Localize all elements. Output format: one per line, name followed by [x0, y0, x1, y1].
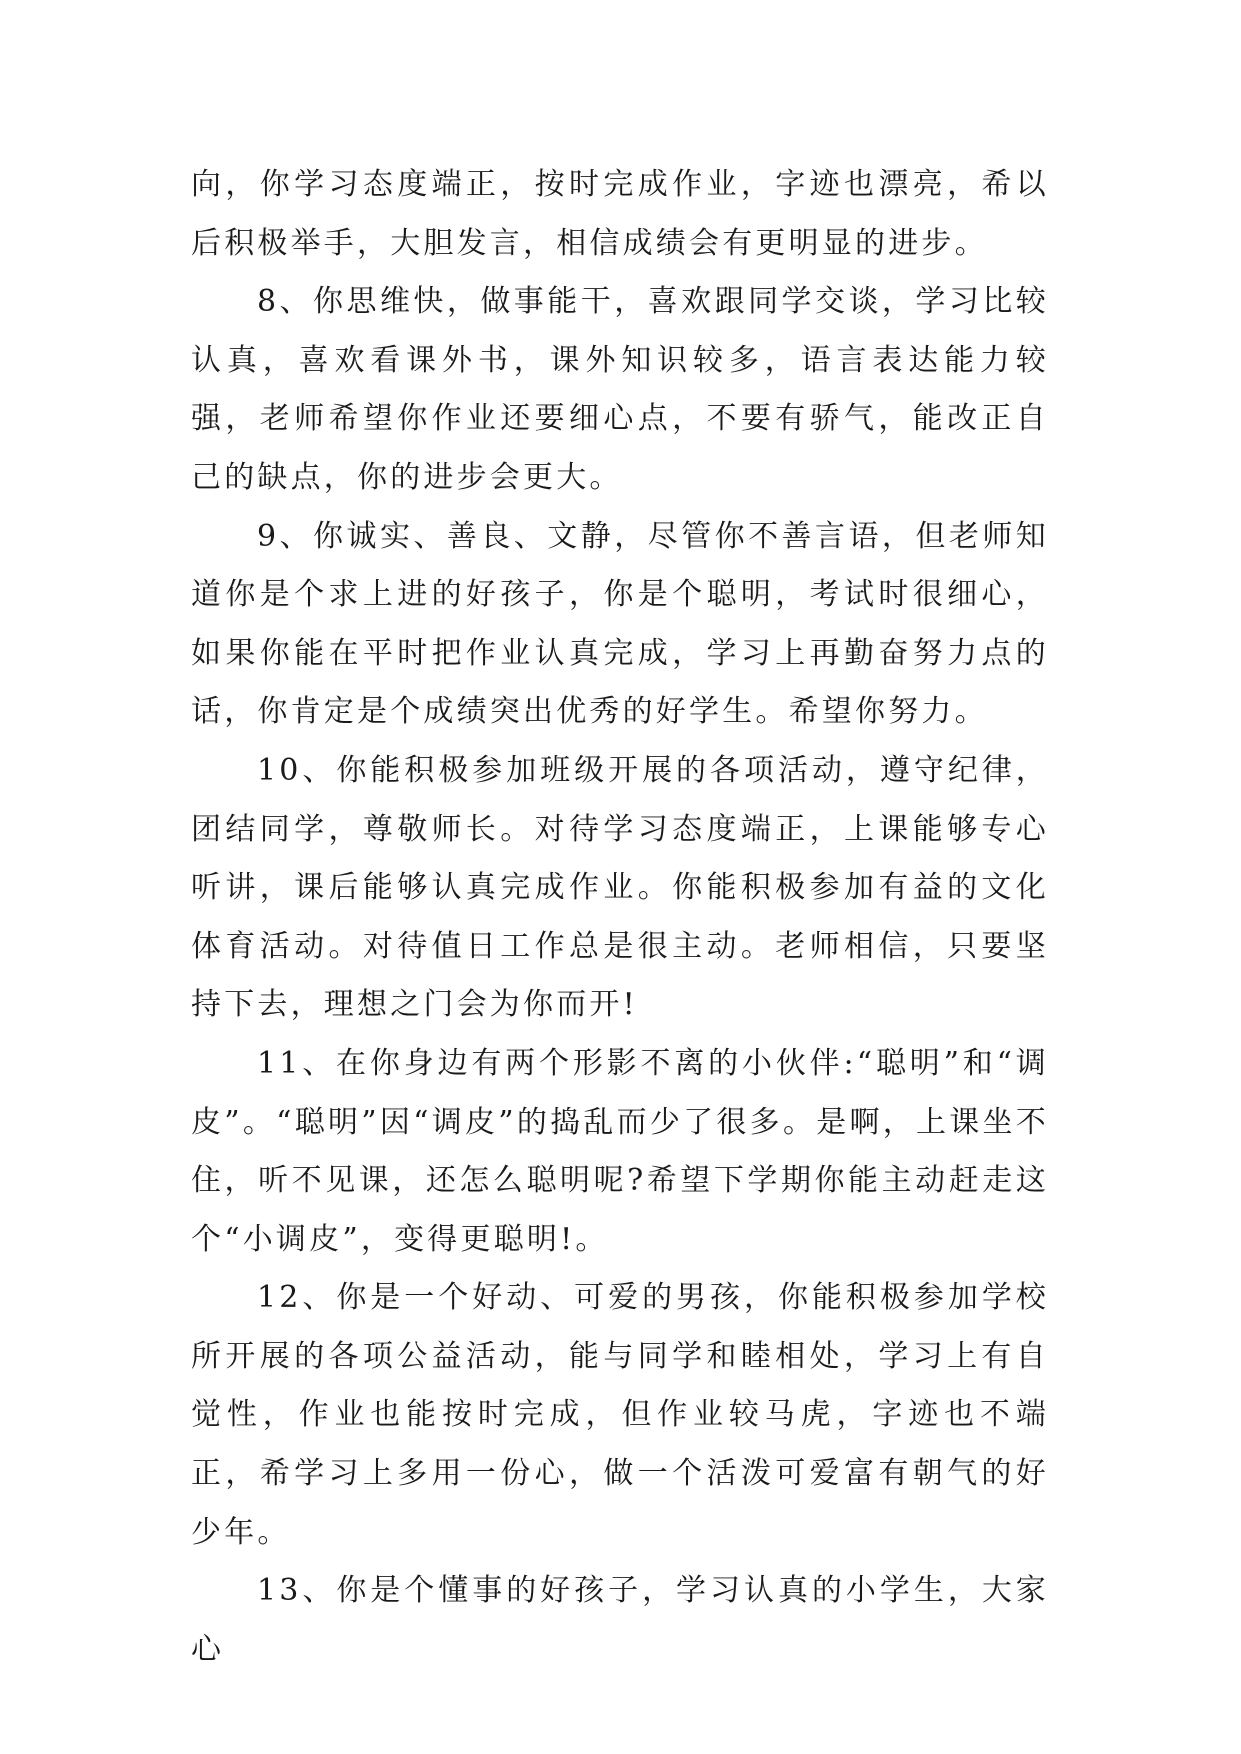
paragraph-item-8: 8、你思维快，做事能干，喜欢跟同学交谈，学习比较认真，喜欢看课外书，课外知识较多，语言表达能力较强，老师希望你作业还要细心点，不要有骄气，能改正自己的缺点，你的进步会更大。 — [191, 284, 1049, 495]
paragraph-item-10: 10、你能积极参加班级开展的各项活动，遵守纪律，团结同学，尊敬师长。对待学习态度端正，上课能够专心听讲，课后能够认真完成作业。你能积极参加有益的文化体育活动。对待值日工作总是很主动。老师相信，只要坚持下去，理想之门会为你而开! — [191, 752, 1049, 1023]
paragraph-item-11: 11、在你身边有两个形影不离的小伙伴:“聪明”和“调皮”。“聪明”因“调皮”的捣乱而少了很多。是啊，上课坐不住，听不见课，还怎么聪明呢?希望下学期你能主动赶走这个“小调皮”，变得更聪明!。 — [191, 1045, 1049, 1257]
document-body — [191, 156, 1049, 1679]
paragraph-continued: 向，你学习态度端正，按时完成作业，字迹也漂亮，希以后积极举手，大胆发言，相信成绩会有更明显的进步。 — [191, 167, 1049, 261]
paragraph-item-13: 13、你是个懂事的好孩子，学习认真的小学生，大家心 — [191, 1573, 1049, 1667]
paragraph-item-12: 12、你是一个好动、可爱的男孩，你能积极参加学校所开展的各项公益活动，能与同学和睦相处，学习上有自觉性，作业也能按时完成，但作业较马虎，字迹也不端正，希学习上多用一份心，做一个活泼可爱富有朝气的好少年。 — [191, 1280, 1049, 1550]
paragraph-item-9: 9、你诚实、善良、文静，尽管你不善言语，但老师知道你是个求上进的好孩子，你是个聪明，考试时很细心，如果你能在平时把作业认真完成，学习上再勤奋努力点的话，你肯定是个成绩突出优秀的好学生。希望你努力。 — [191, 518, 1049, 730]
